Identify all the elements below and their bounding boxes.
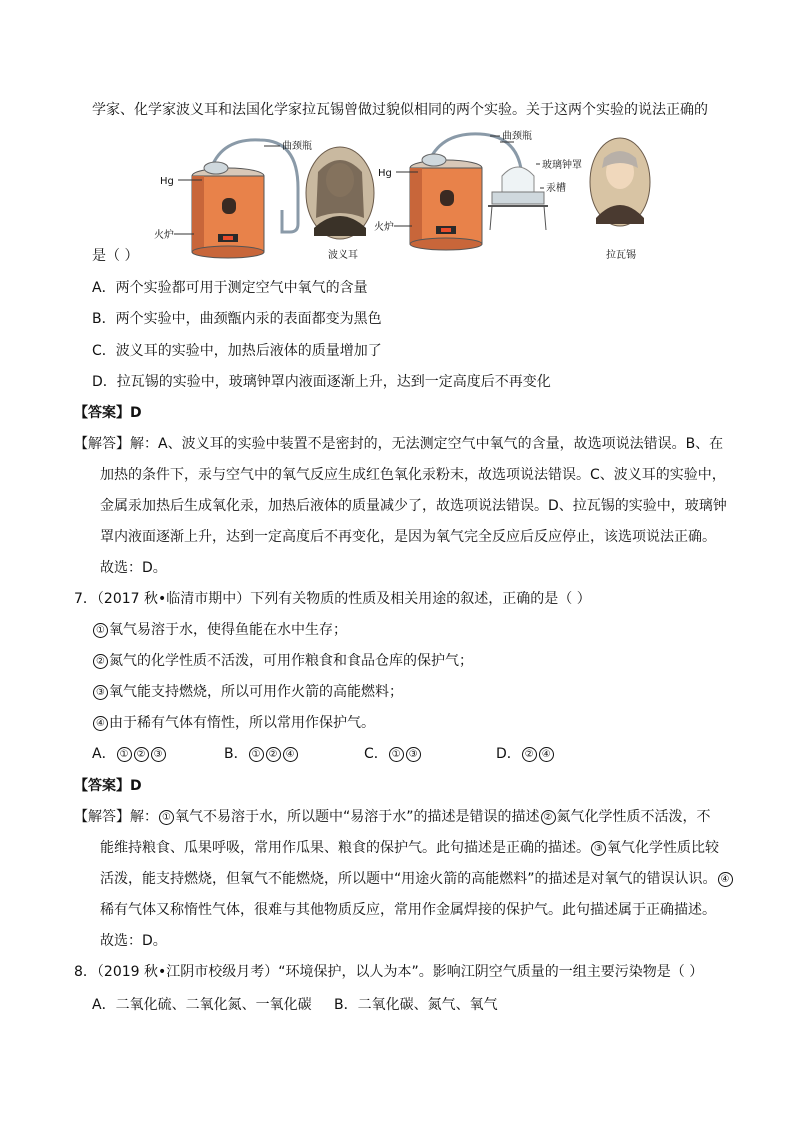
q7-item-4 [92, 713, 375, 733]
q6-analysis-line3: 金属汞加热后生成氧化汞，加热后液体的质量减少了，故选项说法错误。D、拉瓦锡的实验中，玻璃钟 [100, 498, 727, 514]
lavoisier-apparatus [374, 129, 582, 250]
q8-option-a: A．二氧化硫、二氧化氮、一氧化碳 [92, 997, 312, 1013]
q6-option-c: C．波义耳的实验中，加热后液体的质量增加了 [92, 343, 382, 359]
q7-analysis-line5: 故选：D。 [100, 933, 167, 949]
q7-option-c: C． ① ③ [364, 744, 422, 764]
right-person-label: 拉瓦锡 [606, 250, 636, 261]
q6-stem-line2: 是（ ） [92, 248, 139, 264]
q7-item-4-text: 由于稀有气体有惰性，所以常用作保护气。 [109, 715, 375, 731]
experiment-illustration [150, 128, 670, 268]
q7-item-3 [92, 682, 403, 702]
right-hg-label: Hg [378, 168, 392, 179]
q7-analysis-line1: 【解答】解： ① 氧气不易溶于水，所以题中“易溶于水”的描述是错误的描述 ② 氮气化学性质不活泼，不 [74, 809, 711, 825]
left-hg-label: Hg [160, 176, 174, 187]
q6-option-d: D．拉瓦锡的实验中，玻璃钟罩内液面逐渐上升，达到一定高度后不再变化 [92, 374, 551, 390]
right-bell-label: 玻璃钟罩 [542, 160, 582, 171]
left-flask-label: 曲颈瓶 [282, 141, 312, 152]
experiment-figure [150, 128, 670, 268]
q6-stem-line1: 学家、化学家波义耳和法国化学家拉瓦锡曾做过貌似相同的两个实验。关于这两个实验的说法正确的 [92, 102, 708, 118]
q7-analysis-line3: 活泼，能支持燃烧，但氧气不能燃烧，所以题中“用途火箭的高能燃料”的描述是对氧气的错误认识。 ④ [100, 869, 734, 889]
q6-option-a: A．两个实验都可用于测定空气中氧气的含量 [92, 280, 368, 296]
q6-analysis-line5: 故选：D。 [100, 560, 167, 576]
q6-analysis-line2: 加热的条件下，汞与空气中的氧气反应生成红色氧化汞粉末，故选项说法错误。C、波义耳的实验中， [100, 467, 726, 483]
lavoisier-portrait [590, 138, 650, 261]
q6-option-b: B．两个实验中，曲颈甑内汞的表面都变为黑色 [92, 311, 382, 327]
q6-analysis-line1: 【解答】解：A、波义耳的实验中装置不是密封的，无法测定空气中氧气的含量，故选项说法错误。B、在 [74, 436, 724, 452]
q8-option-b: B．二氧化碳、氮气、氧气 [334, 997, 498, 1013]
left-furnace-label: 火炉 [154, 230, 174, 241]
q8-stem: 8．（2019 秋•江阴市校级月考）“环境保护，以人为本”。影响江阴空气质量的一组主要污染物是（ ） [74, 964, 704, 980]
q7-item-3-text: 氧气能支持燃烧，所以可用作火箭的高能燃料； [109, 684, 403, 700]
boyle-apparatus [154, 139, 312, 258]
q7-option-b: B． ① ② ④ [224, 744, 299, 764]
boyle-portrait [306, 147, 374, 261]
left-person-label: 波义耳 [328, 250, 358, 261]
q7-item-2-mark: ② [93, 654, 108, 669]
q7-option-a: A． ① ② ③ [92, 744, 167, 764]
q7-item-4-mark: ④ [93, 716, 108, 731]
q6-answer: 【答案】D [74, 405, 142, 421]
q7-item-3-mark: ③ [93, 685, 108, 700]
q7-option-d: D． ② ④ [496, 744, 555, 764]
right-trough-label: 汞槽 [546, 183, 566, 194]
q7-item-2 [92, 651, 473, 671]
q6-analysis-line4: 罩内液面逐渐上升，达到一定高度后不再变化，是因为氧气完全反应后反应停止，该选项说法正确。 [100, 529, 716, 545]
right-furnace-label: 火炉 [374, 222, 394, 233]
q7-analysis-line2: 能维持粮食、瓜果呼吸，常用作瓜果、粮食的保护气。此句描述是正确的描述。 ③ 氧气化学性质比较 [100, 840, 719, 856]
q7-stem: 7．（2017 秋•临清市期中）下列有关物质的性质及相关用途的叙述，正确的是（ ） [74, 591, 591, 607]
q7-analysis-line4: 稀有气体又称惰性气体，很难与其他物质反应，常用作金属焊接的保护气。此句描述属于正确描述。 [100, 902, 716, 918]
q7-item-1-mark: ① [93, 623, 108, 638]
q7-item-1 [92, 620, 347, 640]
q7-answer: 【答案】D [74, 778, 142, 794]
q7-item-1-text: 氧气易溶于水，使得鱼能在水中生存； [109, 622, 347, 638]
q7-item-2-text: 氮气的化学性质不活泼，可用作粮食和食品仓库的保护气； [109, 653, 473, 669]
right-flask-label: 曲颈瓶 [502, 131, 532, 142]
